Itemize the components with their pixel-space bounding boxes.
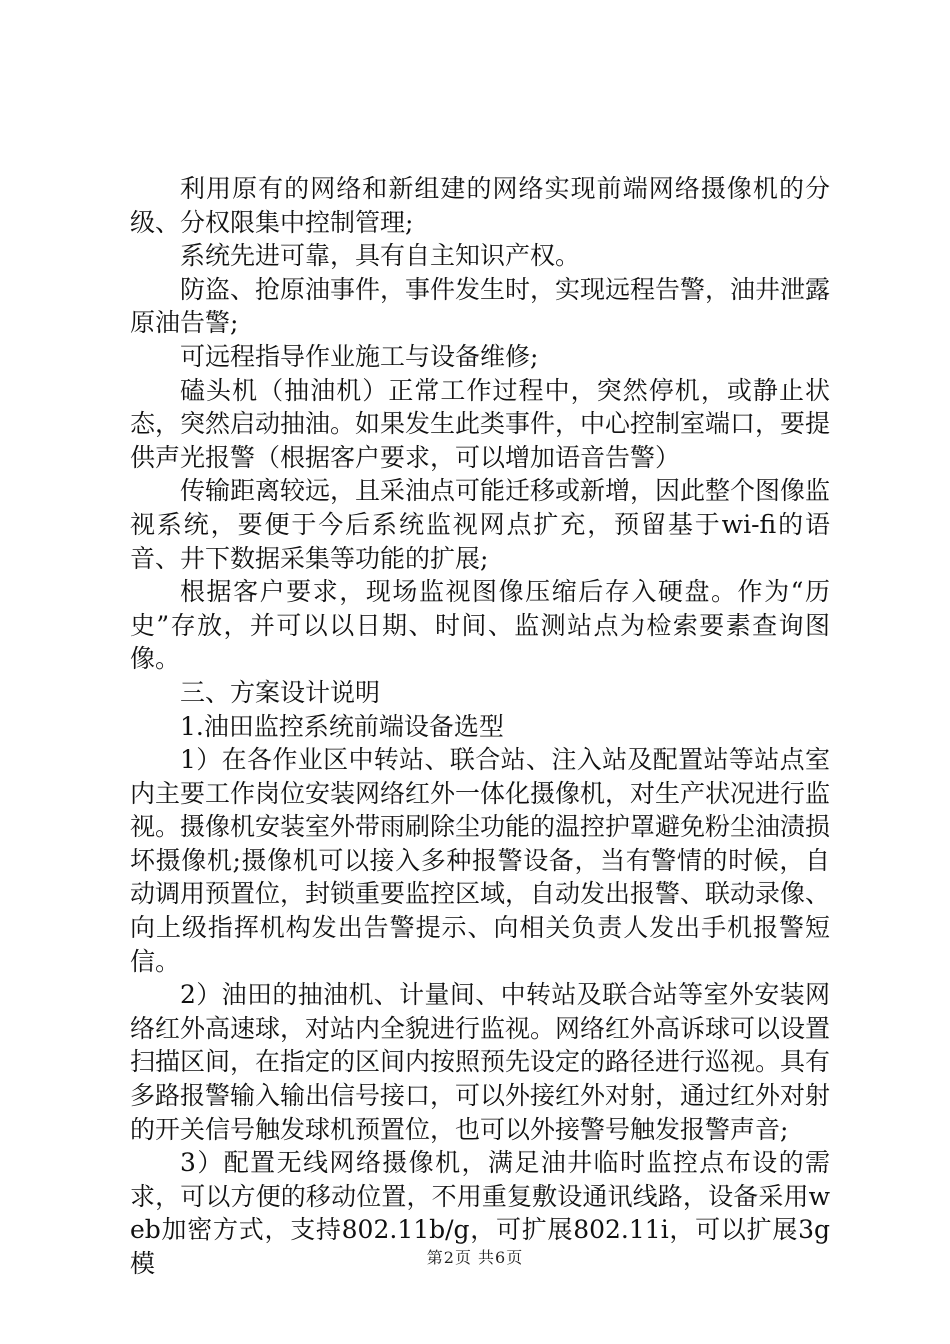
paragraph: 系统先进可靠，具有自主知识产权。 [180,241,581,271]
page-number-label: 第2页 共6页 [426,1248,524,1267]
paragraph: 1）在各作业区中转站、联合站、注入站及配置站等站点室内主要工作岗位安装网络红外一体化摄像机，对生产状况进行监视。摄像机安装室外带雨刷除尘功能的温控护罩避免粉尘油渍损坏摄像机;摄像机可以接入多种报警设备，当有警情的时候，自动调用预置位，封锁重要监控区域，自动发出报警、联动录像、向上级指挥机构发出告警提示、向相关负责人发出手机报警短信。 [130,745,831,976]
paragraph: 2）油田的抽油机、计量间、中转站及联合站等室外安装网络红外高速球，对站内全貌进行监视。网络红外高诉球可以设置扫描区间，在指定的区间内按照预先设定的路径进行巡视。具有多路报警输入输出信号接口，可以外接红外对射，通过红外对射的开关信号触发球机预置位，也可以外接警号触发报警声音; [130,980,831,1144]
paragraph: 磕头机（抽油机）正常工作过程中，突然停机，或静止状态，突然启动抽油。如果发生此类事件，中心控制室端口，要提供声光报警（根据客户要求，可以增加语音告警） [130,375,831,472]
paragraph: 利用原有的网络和新组建的网络实现前端网络摄像机的分级、分权限集中控制管理; [130,174,830,237]
document-body [130,172,830,1281]
paragraph: 可远程指导作业施工与设备维修; [180,341,539,371]
section-heading: 三、方案设计说明 [180,677,381,707]
paragraph: 传输距离较远，且采油点可能迁移或新增，因此整个图像监视系统，要便于今后系统监视网点扩充，预留基于wi-fi的语音、井下数据采集等功能的扩展; [130,476,831,573]
subsection-heading: 1.油田监控系统前端设备选型 [180,711,504,741]
paragraph: 根据客户要求，现场监视图像压缩后存入硬盘。作为“历史”存放，并可以以日期、时间、监测站点为检索要素查询图像。 [130,577,830,674]
paragraph: 防盗、抢原油事件，事件发生时，实现远程告警，油井泄露原油告警; [130,274,831,338]
paragraph: 3）配置无线网络摄像机，满足油井临时监控点布设的需求，可以方便的移动位置，不用重复敷设通讯线路，设备采用web加密方式，支持802.11b/g，可扩展802.11i，可以扩展3g模 [130,1148,830,1278]
page-footer [0,1245,950,1268]
